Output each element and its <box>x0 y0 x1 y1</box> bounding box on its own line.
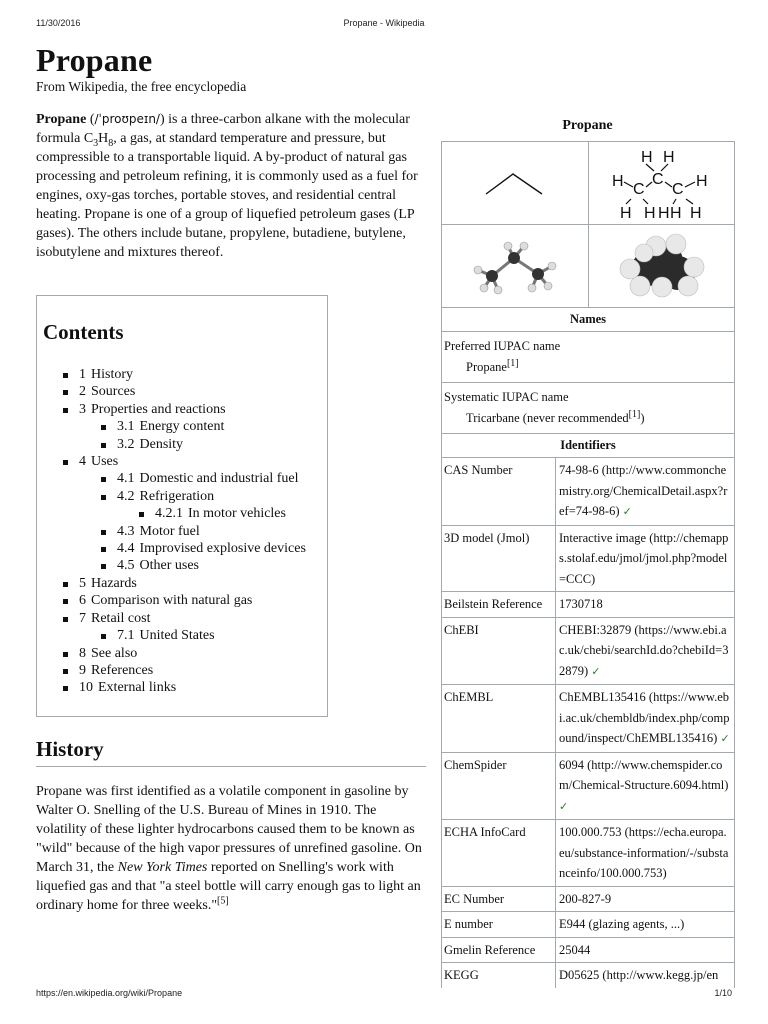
print-date: 11/30/2016 <box>36 18 81 28</box>
toc-item-history[interactable]: 1 History <box>63 366 306 383</box>
toc-item-other-uses[interactable]: 4.5 Other uses <box>101 557 306 574</box>
svg-text:H: H <box>641 149 653 166</box>
formula-sub-2: 8 <box>108 137 114 149</box>
toc-item-density[interactable]: 3.2 Density <box>101 436 306 453</box>
svg-text:H: H <box>658 205 670 222</box>
identifier-row-echa: ECHA InfoCard 100.000.753 (https://echa.europa.eu/substance-information/-/substanceinfo/100.000.753) <box>442 820 734 887</box>
intro-paragraph <box>36 110 426 262</box>
systematic-iupac-row: Systematic IUPAC name Tricarbane (never recommended[1]) <box>442 383 734 434</box>
svg-text:H: H <box>620 205 632 222</box>
svg-text:H: H <box>663 149 675 166</box>
nyt-italic: New York Times <box>117 860 208 875</box>
infobox-image-row-2 <box>442 225 734 308</box>
ipa-pronunciation[interactable]: /ˈproʊpeɪn/ <box>94 112 160 126</box>
history-divider <box>36 766 426 767</box>
intro-pron-open: ( <box>86 112 95 127</box>
svg-text:H: H <box>612 173 624 190</box>
identifier-row-cas: CAS Number 74-98-6 (http://www.commonchemistry.org/ChemicalDetail.aspx?ref=74-98-6) ✓ <box>442 458 734 526</box>
identifier-row-beilstein: Beilstein Reference 1730718 <box>442 592 734 618</box>
print-page-number: 1/10 <box>714 988 732 998</box>
print-url: https://en.wikipedia.org/wiki/Propane <box>36 988 183 998</box>
page-title: Propane <box>36 42 153 78</box>
citation-5[interactable]: [5] <box>217 895 229 907</box>
identifier-row-3d-model: 3D model (Jmol) Interactive image (http://chemapps.stolaf.edu/jmol/jmol.php?model=CCC) <box>442 526 734 593</box>
toc-item-motor-vehicles[interactable]: 4.2.1 In motor vehicles <box>139 505 306 522</box>
history-heading: History <box>36 737 104 761</box>
toc-item-retail-cost[interactable]: 7 Retail cost 7.1 United States <box>63 610 306 645</box>
toc-item-explosive-devices[interactable]: 4.4 Improvised explosive devices <box>101 540 306 557</box>
citation-1b[interactable]: [1] <box>628 408 641 420</box>
toc-list <box>63 366 306 697</box>
svg-text:H: H <box>696 173 708 190</box>
toc-item-uses[interactable]: 4 Uses 4.1 Domestic and industrial fuel 4.2 Refrigeration 4.2.1 In motor vehicles 4.3 Motor fuel 4.4 Improvised explosive devices 4.5 Other uses <box>63 453 306 575</box>
print-header <box>36 18 732 32</box>
toc-item-hazards[interactable]: 5 Hazards <box>63 575 306 592</box>
svg-text:H: H <box>644 205 656 222</box>
formula-sub-1: 3 <box>93 137 99 149</box>
infobox <box>441 141 735 988</box>
structural-formula-image[interactable] <box>588 142 735 224</box>
svg-text:C: C <box>672 181 684 198</box>
infobox-image-row-1 <box>442 142 734 225</box>
toc-item-united-states[interactable]: 7.1 United States <box>101 627 306 644</box>
verified-check-icon: ✓ <box>559 799 569 813</box>
identifier-row-gmelin: Gmelin Reference 25044 <box>442 938 734 964</box>
citation-1a[interactable]: [1] <box>506 357 519 369</box>
toc-item-see-also[interactable]: 8 See also <box>63 645 306 662</box>
space-filling-model-image[interactable] <box>588 225 735 307</box>
intro-text-2: , a gas, at standard temperature and pressure, but compressible to a transportable liquid. A by-product of natural gas processing and petroleum refining, it is commonly used as a fuel for engines, oxy-gas torches, portable stoves, and residential central heating. Propane is one of a group of liquefied petroleum gases (LP gases). The others include butane, propylene, butadiene, butylene, isobutylene and mixtures thereof. <box>36 131 418 260</box>
toc-item-motor-fuel[interactable]: 4.3 Motor fuel <box>101 523 306 540</box>
verified-check-icon: ✓ <box>591 664 601 678</box>
svg-text:H: H <box>690 205 702 222</box>
toc-item-energy-content[interactable]: 3.1 Energy content <box>101 418 306 435</box>
table-of-contents <box>36 295 328 717</box>
history-paragraph: Propane was first identified as a volatile component in gasoline by Walter O. Snelling of the U.S. Bureau of Mines in 1910. The volatility of these lighter hydrocarbons caused them to be known as "wild" because of the high vapor pressures of unrefined gasoline. On March 31, the New York Times reported on Snelling's work with liquefied gas and that "a steel bottle will carry enough gas to light an ordinary home for three weeks."[5] <box>36 784 422 913</box>
identifier-row-chebi: ChEBI CHEBI:32879 (https://www.ebi.ac.uk/chebi/searchId.do?chebiId=32879) ✓ <box>442 618 734 686</box>
toc-item-external-links[interactable]: 10 External links <box>63 679 306 696</box>
toc-item-comparison[interactable]: 6 Comparison with natural gas <box>63 592 306 609</box>
print-page-title: Propane - Wikipedia <box>343 18 425 28</box>
verified-check-icon: ✓ <box>622 505 632 518</box>
svg-text:C: C <box>633 181 645 198</box>
identifier-row-kegg: KEGG D05625 (http://www.kegg.jp/en <box>442 963 734 988</box>
svg-text:H: H <box>670 205 682 222</box>
ball-and-stick-model-image[interactable] <box>442 225 588 307</box>
preferred-iupac-row: Preferred IUPAC name Propane[1] <box>442 332 734 383</box>
toc-item-references[interactable]: 9 References <box>63 662 306 679</box>
verified-check-icon: ✓ <box>720 732 730 745</box>
intro-term: Propane <box>36 112 87 127</box>
svg-text:C: C <box>652 171 664 188</box>
formula-h: H <box>98 131 109 146</box>
print-footer <box>36 988 732 1002</box>
page-subtitle: From Wikipedia, the free encyclopedia <box>36 79 247 94</box>
toc-item-properties[interactable]: 3 Properties and reactions 3.1 Energy content 3.2 Density <box>63 401 306 453</box>
identifier-row-chemspider: ChemSpider 6094 (http://www.chemspider.com/Chemical-Structure.6094.html) ✓ <box>442 753 734 821</box>
identifier-row-ec-number: EC Number 200-827-9 <box>442 887 734 913</box>
toc-item-sources[interactable]: 2 Sources <box>63 383 306 400</box>
identifier-row-chembl: ChEMBL ChEMBL135416 (https://www.ebi.ac.uk/chembldb/index.php/compound/inspect/ChEMBL135416) ✓ <box>442 685 734 753</box>
toc-item-domestic-fuel[interactable]: 4.1 Domestic and industrial fuel <box>101 470 306 487</box>
toc-title: Contents <box>43 320 124 344</box>
identifier-row-e-number: E number E944 (glazing agents, ...) <box>442 912 734 938</box>
skeletal-formula-image[interactable] <box>442 142 588 224</box>
identifiers-heading: Identifiers <box>442 434 734 458</box>
toc-item-refrigeration[interactable]: 4.2 Refrigeration 4.2.1 In motor vehicles <box>101 488 306 523</box>
intro-text-1: ) is a three-carbon alkane with the molecular formula C <box>36 112 410 146</box>
infobox-title: Propane <box>562 118 613 133</box>
names-heading: Names <box>442 308 734 332</box>
